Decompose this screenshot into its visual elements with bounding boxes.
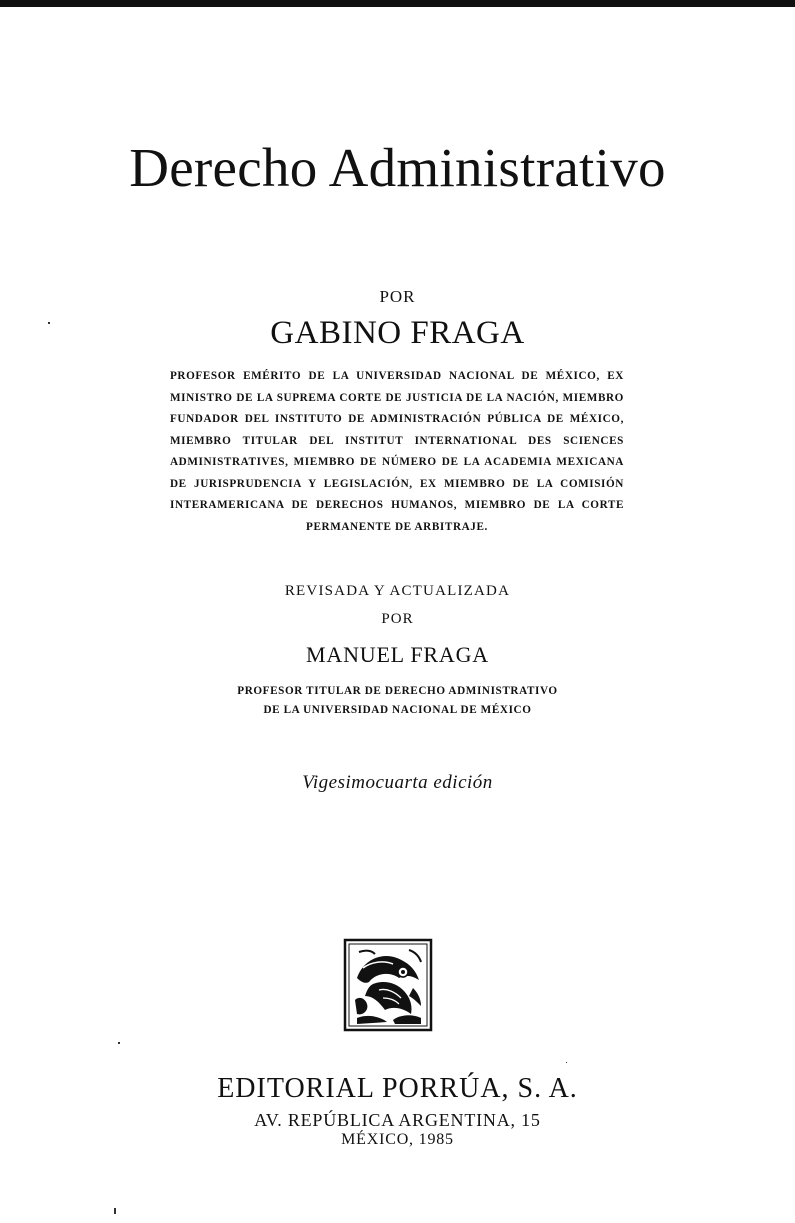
author-credentials: PROFESOR EMÉRITO DE LA UNIVERSIDAD NACIONAL DE MÉXICO, EX MINISTRO DE LA SUPREMA CORTE DE JUSTICIA DE LA NACIÓN, MIEMBRO FUNDADOR DEL INSTITUTO DE ADMINISTRACIÓN PÚBLICA DE MÉXICO, MIEMBRO TITULAR DEL INSTITUT INTERNATIONAL DES SCIENCES ADMINISTRATIVES, MIEMBRO DE NÚMERO DE LA ACADEMIA MEXICANA DE JURISPRUDENCIA Y LEGISLACIÓN, EX MIEMBRO DE LA COMISIÓN INTERAMERICANA DE DERECHOS HUMANOS, MIEMBRO DE LA CORTE PERMANENTE DE ARBITRAJE.	[170, 370, 624, 533]
book-title: Derecho Administrativo	[129, 137, 666, 198]
reviser-credentials-line-2: DE LA UNIVERSIDAD NACIONAL DE MÉXICO	[263, 704, 532, 716]
scan-speck	[114, 1208, 116, 1214]
reviser-credentials	[0, 682, 795, 720]
top-border-rule	[0, 0, 795, 7]
scan-speck	[566, 1062, 567, 1063]
publisher-city-year: MÉXICO, 1985	[341, 1131, 454, 1148]
author-name: GABINO FRAGA	[270, 315, 525, 351]
author-by-label: POR	[379, 287, 416, 306]
publisher-name: EDITORIAL PORRÚA, S. A.	[217, 1073, 578, 1104]
reviser-name: MANUEL FRAGA	[306, 642, 489, 667]
publisher-address: AV. REPÚBLICA ARGENTINA, 15	[254, 1110, 541, 1130]
publisher-emblem-icon	[343, 938, 433, 1032]
edition-label: Vigesimocuarta edición	[302, 772, 493, 793]
scan-speck	[118, 1042, 120, 1044]
revision-label: REVISADA Y ACTUALIZADA	[284, 583, 511, 599]
reviser-by-label: POR	[381, 611, 414, 627]
reviser-credentials-line-1: PROFESOR TITULAR DE DERECHO ADMINISTRATIVO	[237, 685, 558, 697]
scan-speck	[48, 322, 50, 324]
